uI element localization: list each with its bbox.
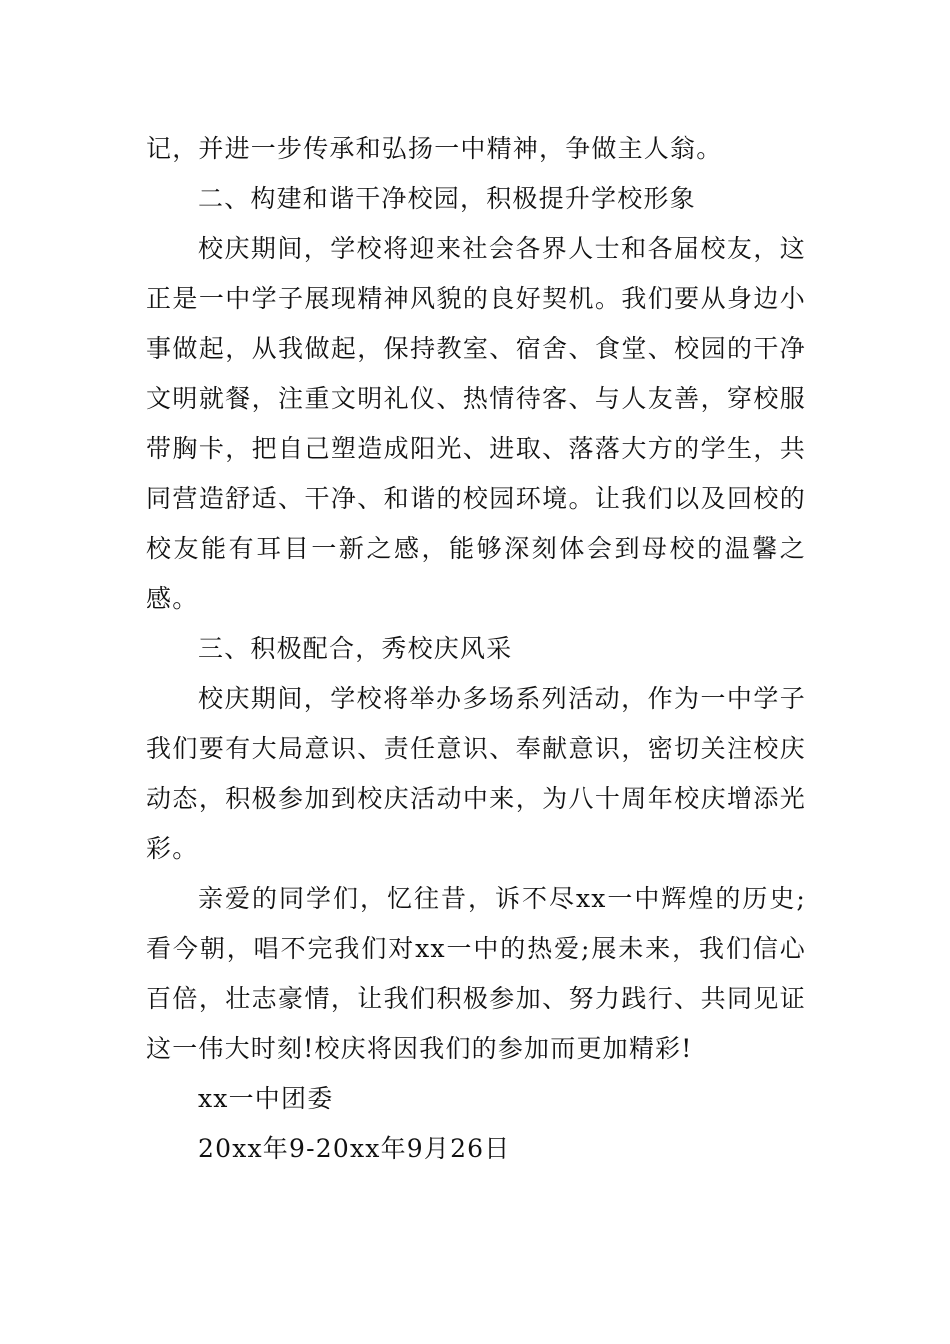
signature-date: 20xx年9-20xx年9月26日 xyxy=(198,1134,511,1163)
paragraph-section-2: 校庆期间，学校将迎来社会各界人士和各届校友，这正是一中学子展现精神风貌的良好契机。我们要从身边小事做起，从我做起，保持教室、宿舍、食堂、校园的干净文明就餐，注重文明礼仪、热情待客、与人友善，穿校服带胸卡，把自己塑造成阳光、进取、落落大方的学生，共同营造舒适、干净、和谐的校园环境。让我们以及回校的校友能有耳目一新之感，能够深刻体会到母校的温馨之感。 xyxy=(146,234,806,613)
section-heading-3: 三、积极配合，秀校庆风采 xyxy=(198,634,513,663)
signature-organization: xx一中团委 xyxy=(198,1084,334,1113)
paragraph-section-3: 校庆期间，学校将举办多场系列活动，作为一中学子我们要有大局意识、责任意识、奉献意识，密切关注校庆动态，积极参加到校庆活动中来，为八十周年校庆增添光彩。 xyxy=(146,684,806,863)
section-heading-2: 二、构建和谐干净校园，积极提升学校形象 xyxy=(198,184,696,213)
paragraph-closing: 亲爱的同学们，忆往昔，诉不尽xx一中辉煌的历史;看今朝，唱不完我们对xx一中的热爱;展未来，我们信心百倍，壮志豪情，让我们积极参加、努力践行、共同见证这一伟大时刻!校庆将因我们的参加而更加精彩! xyxy=(146,884,806,1063)
paragraph-continuation: 记，并进一步传承和弘扬一中精神，争做主人翁。 xyxy=(146,134,723,163)
document-body xyxy=(146,124,806,1174)
